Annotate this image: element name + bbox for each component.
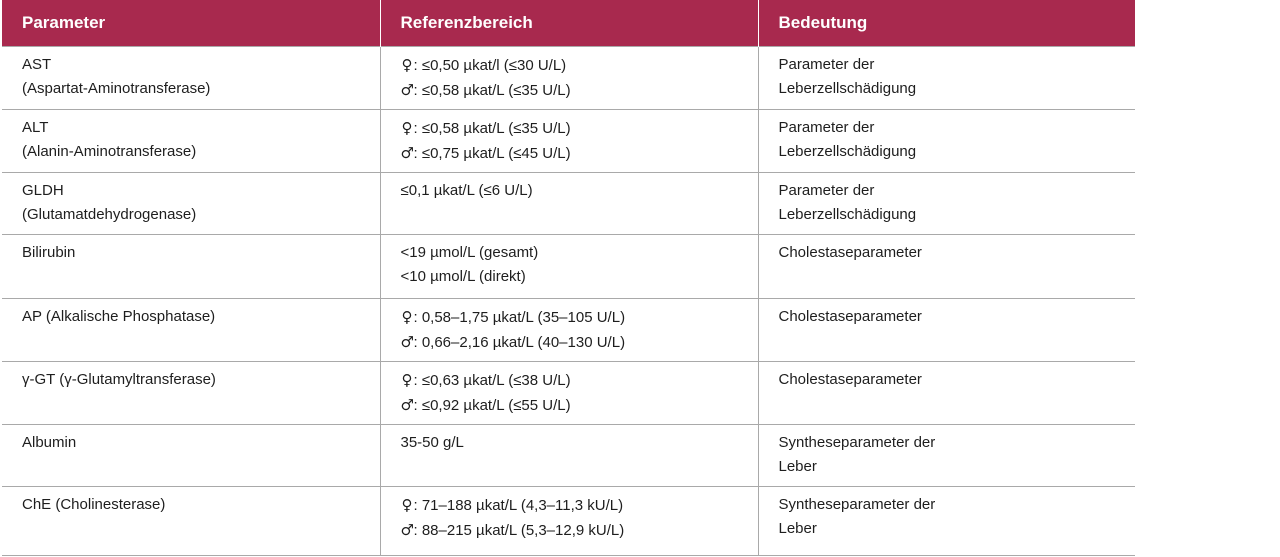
female-symbol-icon: ♀	[401, 495, 413, 514]
table-row	[2, 361, 1135, 424]
meaning-line: Leberzellschädigung	[778, 79, 917, 97]
meaning-line: Cholestaseparameter	[778, 307, 922, 325]
cell-parameter	[2, 234, 380, 298]
reference-value: : 0,58–1,75 µkat/L (35–105 U/L)	[413, 308, 626, 326]
female-symbol-icon: ♀	[401, 370, 413, 389]
reference-value: : 71–188 µkat/L (4,3–11,3 kU/L)	[413, 496, 624, 514]
parameter-line: GLDH	[22, 181, 64, 199]
parameter-line: AST	[22, 55, 52, 73]
cell-referenzbereich	[380, 298, 758, 361]
meaning-line: Leberzellschädigung	[778, 142, 917, 160]
cell-parameter	[2, 298, 380, 361]
meaning-line: Syntheseparameter der	[778, 495, 936, 513]
reference-value: : ≤0,75 µkat/L (≤45 U/L)	[413, 144, 571, 162]
table-row	[2, 486, 1135, 555]
table-header	[2, 0, 1135, 46]
cell-parameter	[2, 172, 380, 234]
header-bedeutung: Bedeutung	[758, 0, 1135, 46]
parameter-line: Albumin	[22, 433, 77, 451]
female-symbol-icon: ♀	[401, 118, 413, 137]
cell-referenzbereich	[380, 361, 758, 424]
cell-bedeutung	[758, 486, 1135, 555]
parameter-line: (Aspartat-Aminotransferase)	[22, 79, 211, 97]
cell-referenzbereich	[380, 46, 758, 109]
reference-value: : ≤0,92 µkat/L (≤55 U/L)	[413, 396, 571, 414]
header-parameter: Parameter	[2, 0, 380, 46]
meaning-line: Leber	[778, 457, 817, 475]
male-symbol-icon: ♂	[400, 80, 414, 99]
reference-line	[401, 53, 750, 78]
cell-referenzbereich	[380, 424, 758, 486]
parameter-line: (Glutamatdehydrogenase)	[22, 205, 197, 223]
cell-parameter	[2, 424, 380, 486]
reference-line	[401, 330, 750, 355]
male-symbol-icon: ♂	[400, 143, 414, 162]
table-row	[2, 298, 1135, 361]
reference-table	[2, 0, 1135, 556]
cell-bedeutung	[758, 298, 1135, 361]
header-row	[2, 0, 1135, 46]
reference-value: 35-50 g/L	[400, 433, 464, 451]
reference-line	[401, 305, 750, 330]
cell-bedeutung	[758, 424, 1135, 486]
reference-value: : ≤0,58 µkat/L (≤35 U/L)	[413, 119, 571, 137]
cell-bedeutung	[758, 361, 1135, 424]
reference-line	[401, 116, 750, 141]
reference-value: : ≤0,63 µkat/L (≤38 U/L)	[413, 371, 571, 389]
reference-line	[401, 179, 750, 203]
male-symbol-icon: ♂	[400, 332, 414, 351]
female-symbol-icon: ♀	[401, 307, 413, 326]
cell-parameter	[2, 46, 380, 109]
parameter-line: ALT	[22, 118, 49, 136]
cell-parameter	[2, 486, 380, 555]
cell-referenzbereich	[380, 172, 758, 234]
reference-line	[401, 241, 750, 265]
table-row	[2, 234, 1135, 298]
header-referenzbereich: Referenzbereich	[380, 0, 758, 46]
reference-value: : ≤0,58 µkat/L (≤35 U/L)	[413, 81, 571, 99]
meaning-line: Leber	[778, 519, 817, 537]
reference-line	[401, 393, 750, 418]
reference-value: ≤0,1 µkat/L (≤6 U/L)	[400, 181, 533, 199]
cell-bedeutung	[758, 109, 1135, 172]
table-row	[2, 46, 1135, 109]
male-symbol-icon: ♂	[400, 520, 414, 539]
cell-bedeutung	[758, 234, 1135, 298]
parameter-line: ChE (Cholinesterase)	[22, 495, 166, 513]
reference-value: <19 µmol/L (gesamt)	[400, 243, 539, 261]
cell-bedeutung	[758, 172, 1135, 234]
female-symbol-icon: ♀	[401, 55, 413, 74]
parameter-line: γ-GT (γ-Glutamyltransferase)	[22, 370, 216, 388]
meaning-line: Cholestaseparameter	[778, 243, 922, 261]
reference-line	[401, 518, 750, 543]
meaning-line: Cholestaseparameter	[778, 370, 922, 388]
table-body	[2, 46, 1135, 555]
cell-referenzbereich	[380, 234, 758, 298]
reference-line	[401, 368, 750, 393]
reference-line	[401, 265, 750, 289]
table-row	[2, 424, 1135, 486]
cell-referenzbereich	[380, 109, 758, 172]
cell-referenzbereich	[380, 486, 758, 555]
cell-parameter	[2, 109, 380, 172]
meaning-line: Parameter der	[778, 55, 875, 73]
meaning-line: Parameter der	[778, 118, 875, 136]
meaning-line: Parameter der	[778, 181, 875, 199]
male-symbol-icon: ♂	[400, 395, 414, 414]
reference-line	[401, 141, 750, 166]
reference-line	[401, 431, 750, 455]
parameter-line: Bilirubin	[22, 243, 76, 261]
parameter-line: (Alanin-Aminotransferase)	[22, 142, 197, 160]
reference-value: <10 µmol/L (direkt)	[400, 267, 526, 285]
cell-bedeutung	[758, 46, 1135, 109]
reference-value: : 0,66–2,16 µkat/L (40–130 U/L)	[413, 333, 626, 351]
table-row	[2, 109, 1135, 172]
reference-value: : ≤0,50 µkat/l (≤30 U/L)	[413, 56, 567, 74]
meaning-line: Leberzellschädigung	[778, 205, 917, 223]
reference-value: : 88–215 µkat/L (5,3–12,9 kU/L)	[413, 521, 625, 539]
cell-parameter	[2, 361, 380, 424]
reference-line	[401, 493, 750, 518]
reference-line	[401, 78, 750, 103]
parameter-line: AP (Alkalische Phosphatase)	[22, 307, 216, 325]
table-row	[2, 172, 1135, 234]
meaning-line: Syntheseparameter der	[778, 433, 936, 451]
